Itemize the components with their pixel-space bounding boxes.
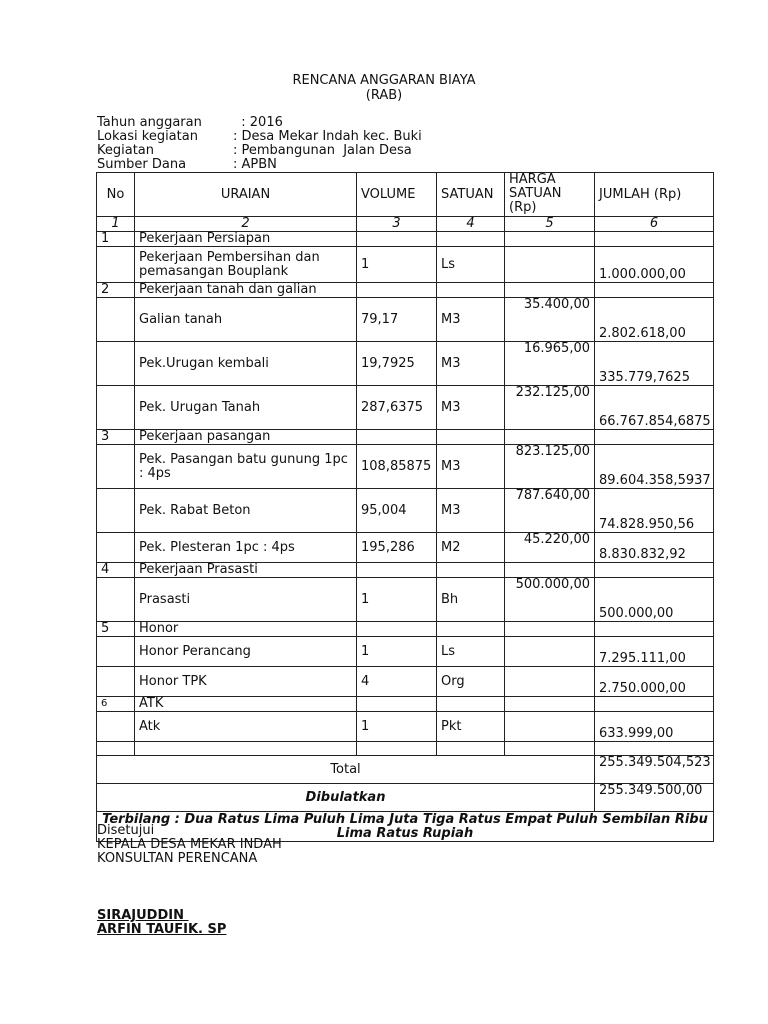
cell-harga [505, 283, 595, 298]
cell-no: 6 [97, 697, 135, 712]
cell-volume [357, 697, 437, 712]
colnum: 5 [505, 217, 595, 232]
meta-value: : Desa Mekar Indah kec. Buki [233, 129, 422, 144]
cell-satuan: Ls [437, 637, 505, 667]
cell-jumlah [595, 697, 714, 712]
approval-disetujui: Disetujui [97, 823, 155, 838]
cell-uraian: Galian tanah [135, 298, 357, 342]
cell-no [97, 489, 135, 533]
cell-no: 3 [97, 430, 135, 445]
dibulatkan-row [97, 784, 714, 812]
cell-harga: 232.125,00 [505, 386, 595, 430]
cell-harga [505, 697, 595, 712]
cell-uraian: Honor TPK [135, 667, 357, 697]
cell-no: 2 [97, 283, 135, 298]
colnum: 2 [135, 217, 357, 232]
header-no: No [97, 173, 135, 217]
section-row [97, 697, 714, 712]
table-row [97, 712, 714, 742]
cell-harga [505, 712, 595, 742]
meta-value: : Pembangunan Jalan Desa [233, 143, 412, 158]
meta-label: Lokasi kegiatan [97, 129, 198, 144]
cell-satuan: M3 [437, 386, 505, 430]
cell-harga [505, 430, 595, 445]
cell-uraian: Pek.Urugan kembali [135, 342, 357, 386]
cell-satuan [437, 622, 505, 637]
meta-label: Sumber Dana [97, 157, 187, 172]
cell-volume: 79,17 [357, 298, 437, 342]
section-row [97, 430, 714, 445]
cell-satuan [437, 430, 505, 445]
empty-row [97, 742, 714, 756]
dibulatkan-value: 255.349.500,00 [595, 784, 714, 812]
colnum: 1 [97, 217, 135, 232]
cell-harga: 823.125,00 [505, 445, 595, 489]
colnum: 4 [437, 217, 505, 232]
cell-satuan: Org [437, 667, 505, 697]
cell-uraian: Pek. Rabat Beton [135, 489, 357, 533]
document-subtitle: (RAB) [365, 88, 403, 103]
table-row [97, 637, 714, 667]
section-row [97, 232, 714, 247]
cell-uraian: Pekerjaan Prasasti [135, 563, 357, 578]
cell-no: 5 [97, 622, 135, 637]
cell-satuan [437, 563, 505, 578]
document-title: RENCANA ANGGARAN BIAYA [292, 73, 476, 88]
cell-satuan: Ls [437, 247, 505, 283]
signatory-1: SIRAJUDDIN [97, 908, 189, 923]
cell-no [97, 712, 135, 742]
total-label: Total [97, 756, 595, 784]
cell-harga: 16.965,00 [505, 342, 595, 386]
dibulatkan-label: Dibulatkan [97, 784, 595, 812]
cell-satuan: M3 [437, 489, 505, 533]
cell-volume: 287,6375 [357, 386, 437, 430]
cell-volume: 108,85875 [357, 445, 437, 489]
table-row [97, 298, 714, 342]
cell-no: 1 [97, 232, 135, 247]
cell-volume: 95,004 [357, 489, 437, 533]
cell-satuan: M3 [437, 342, 505, 386]
table-row [97, 386, 714, 430]
colnum: 3 [357, 217, 437, 232]
header-jumlah: JUMLAH (Rp) [595, 173, 714, 217]
cell-jumlah: 7.295.111,00 [595, 637, 714, 667]
cell-volume [357, 430, 437, 445]
cell-uraian: Atk [135, 712, 357, 742]
cell-jumlah: 74.828.950,56 [595, 489, 714, 533]
signatory-2: ARFIN TAUFIK. SP [97, 922, 227, 937]
cell-jumlah: 633.999,00 [595, 712, 714, 742]
cell-no [97, 533, 135, 563]
section-row [97, 563, 714, 578]
meta-value: : 2016 [233, 115, 283, 130]
cell-no: 4 [97, 563, 135, 578]
cell-uraian: Honor [135, 622, 357, 637]
cell-jumlah: 89.604.358,5937 [595, 445, 714, 489]
rab-body [97, 232, 714, 742]
section-row [97, 283, 714, 298]
cell-jumlah: 8.830.832,92 [595, 533, 714, 563]
cell-jumlah [595, 563, 714, 578]
cell-no [97, 667, 135, 697]
colnum: 6 [595, 217, 714, 232]
terbilang: Terbilang : Dua Ratus Lima Puluh Lima Juta Tiga Ratus Empat Puluh Sembilan Ribu Lima Ratus Rupiah [97, 812, 714, 842]
cell-jumlah: 335.779,7625 [595, 342, 714, 386]
cell-uraian: Honor Perancang [135, 637, 357, 667]
cell-satuan: M2 [437, 533, 505, 563]
cell-jumlah [595, 232, 714, 247]
cell-no [97, 298, 135, 342]
cell-uraian: Pek. Pasangan batu gunung 1pc : 4ps [135, 445, 357, 489]
cell-harga: 787.640,00 [505, 489, 595, 533]
cell-no [97, 578, 135, 622]
cell-no [97, 637, 135, 667]
cell-volume [357, 563, 437, 578]
approval-konsultan: KONSULTAN PERENCANA [97, 851, 258, 866]
approval-kepala-desa: KEPALA DESA MEKAR INDAH [97, 837, 282, 852]
header-harga: HARGA SATUAN (Rp) [505, 173, 595, 217]
cell-harga [505, 247, 595, 283]
cell-no [97, 342, 135, 386]
cell-jumlah: 66.767.854,6875 [595, 386, 714, 430]
meta-kegiatan [97, 144, 412, 158]
cell-satuan: M3 [437, 298, 505, 342]
cell-satuan: M3 [437, 445, 505, 489]
cell-satuan: Pkt [437, 712, 505, 742]
meta-label: Kegiatan [97, 143, 155, 158]
meta-label: Tahun anggaran [97, 115, 202, 130]
cell-no [97, 247, 135, 283]
cell-satuan [437, 283, 505, 298]
table-row [97, 342, 714, 386]
cell-uraian: Pek. Plesteran 1pc : 4ps [135, 533, 357, 563]
cell-uraian: Pekerjaan Persiapan [135, 232, 357, 247]
cell-harga [505, 667, 595, 697]
table-row [97, 445, 714, 489]
cell-harga [505, 637, 595, 667]
table-row [97, 578, 714, 622]
cell-volume: 195,286 [357, 533, 437, 563]
cell-volume: 1 [357, 247, 437, 283]
cell-jumlah [595, 622, 714, 637]
cell-uraian: Prasasti [135, 578, 357, 622]
cell-satuan [437, 232, 505, 247]
table-row [97, 667, 714, 697]
total-value: 255.349.504,523 [595, 756, 714, 784]
cell-uraian: Pekerjaan tanah dan galian [135, 283, 357, 298]
cell-volume [357, 622, 437, 637]
rab-table [96, 172, 714, 842]
cell-uraian: Pekerjaan pasangan [135, 430, 357, 445]
meta-tahun [97, 116, 283, 130]
cell-satuan: Bh [437, 578, 505, 622]
header-uraian: URAIAN [135, 173, 357, 217]
cell-volume: 4 [357, 667, 437, 697]
cell-jumlah [595, 430, 714, 445]
table-header-row [97, 173, 714, 217]
cell-jumlah: 1.000.000,00 [595, 247, 714, 283]
header-volume: VOLUME [357, 173, 437, 217]
cell-no [97, 386, 135, 430]
cell-no [97, 445, 135, 489]
table-row [97, 247, 714, 283]
cell-volume [357, 283, 437, 298]
cell-harga [505, 563, 595, 578]
meta-sumber-dana [97, 158, 277, 172]
cell-harga [505, 232, 595, 247]
column-number-row [97, 217, 714, 232]
cell-harga: 45.220,00 [505, 533, 595, 563]
cell-volume [357, 232, 437, 247]
cell-harga: 35.400,00 [505, 298, 595, 342]
cell-volume: 1 [357, 712, 437, 742]
section-row [97, 622, 714, 637]
table-row [97, 533, 714, 563]
cell-satuan [437, 697, 505, 712]
cell-jumlah: 500.000,00 [595, 578, 714, 622]
cell-uraian: ATK [135, 697, 357, 712]
cell-harga: 500.000,00 [505, 578, 595, 622]
table-row [97, 489, 714, 533]
cell-jumlah: 2.802.618,00 [595, 298, 714, 342]
total-row [97, 756, 714, 784]
header-satuan: SATUAN [437, 173, 505, 217]
cell-uraian: Pek. Urugan Tanah [135, 386, 357, 430]
cell-volume: 1 [357, 578, 437, 622]
cell-volume: 1 [357, 637, 437, 667]
meta-value: : APBN [233, 157, 277, 172]
cell-harga [505, 622, 595, 637]
cell-jumlah [595, 283, 714, 298]
meta-lokasi [97, 130, 422, 144]
cell-volume: 19,7925 [357, 342, 437, 386]
cell-uraian: Pekerjaan Pembersihan dan pemasangan Bouplank [135, 247, 357, 283]
cell-jumlah: 2.750.000,00 [595, 667, 714, 697]
